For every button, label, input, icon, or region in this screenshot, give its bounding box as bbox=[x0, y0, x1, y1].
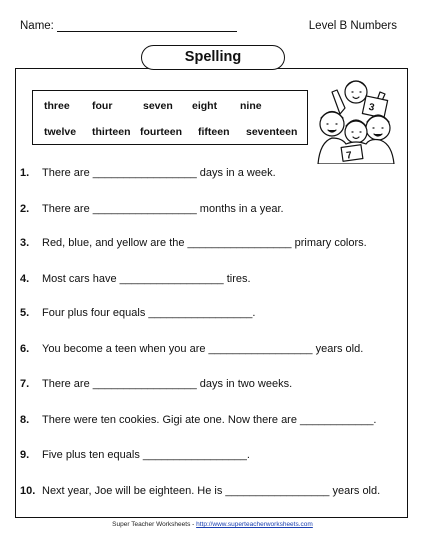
name-blank-line bbox=[57, 31, 237, 32]
question-number: 7. bbox=[20, 378, 30, 390]
question-item bbox=[20, 485, 380, 497]
question-item bbox=[20, 237, 367, 249]
question-text: Most cars have _________________ tires. bbox=[42, 273, 251, 285]
question-item bbox=[20, 449, 250, 461]
question-number: 1. bbox=[20, 167, 30, 179]
kids-cheering-with-numbers-icon bbox=[312, 74, 400, 164]
footer bbox=[0, 521, 425, 528]
question-number: 3. bbox=[20, 237, 30, 249]
question-text: Next year, Joe will be eighteen. He is _________________ years old. bbox=[42, 485, 381, 497]
svg-text:7: 7 bbox=[345, 150, 353, 162]
question-text: Five plus ten equals _________________. bbox=[42, 449, 250, 461]
question-item bbox=[20, 307, 255, 319]
word-bank-word: seven bbox=[143, 100, 173, 112]
question-number: 2. bbox=[20, 203, 30, 215]
worksheet-title: Spelling bbox=[141, 45, 285, 70]
question-text: Four plus four equals _________________. bbox=[42, 307, 256, 319]
question-number: 6. bbox=[20, 343, 30, 355]
question-number: 8. bbox=[20, 414, 30, 426]
question-item bbox=[20, 414, 377, 426]
question-item bbox=[20, 203, 284, 215]
word-bank-word: nine bbox=[240, 100, 262, 112]
word-bank-box bbox=[32, 90, 308, 145]
question-text: There are _________________ days in two weeks. bbox=[42, 378, 293, 390]
name-label: Name: bbox=[20, 20, 54, 32]
footer-text: Super Teacher Worksheets - bbox=[112, 521, 197, 528]
word-bank-word: eight bbox=[192, 100, 218, 112]
question-text: There are _________________ months in a year. bbox=[42, 203, 284, 215]
question-text: Red, blue, and yellow are the _________________ primary colors. bbox=[42, 237, 367, 249]
question-text: There are _________________ days in a week. bbox=[42, 167, 276, 179]
word-bank-word: three bbox=[44, 100, 70, 112]
question-item bbox=[20, 378, 292, 390]
word-bank-word: seventeen bbox=[246, 126, 298, 138]
question-number: 10. bbox=[20, 485, 36, 497]
question-number: 4. bbox=[20, 273, 30, 285]
question-item bbox=[20, 343, 363, 355]
svg-text:3: 3 bbox=[367, 101, 376, 114]
word-bank-word: thirteen bbox=[92, 126, 131, 138]
question-number: 5. bbox=[20, 307, 30, 319]
word-bank-word: fourteen bbox=[140, 126, 182, 138]
footer-link[interactable]: http://www.superteacherworksheets.com bbox=[196, 521, 313, 528]
level-label: Level B Numbers bbox=[308, 20, 397, 32]
question-item bbox=[20, 167, 276, 179]
question-text: There were ten cookies. Gigi ate one. Now there are ____________. bbox=[42, 414, 377, 426]
word-bank-word: fifteen bbox=[198, 126, 230, 138]
word-bank-word: twelve bbox=[44, 126, 77, 138]
worksheet-header bbox=[20, 20, 397, 36]
word-bank-word: four bbox=[92, 100, 113, 112]
question-number: 9. bbox=[20, 449, 30, 461]
question-item bbox=[20, 273, 251, 285]
question-text: You become a teen when you are _________________ years old. bbox=[42, 343, 364, 355]
